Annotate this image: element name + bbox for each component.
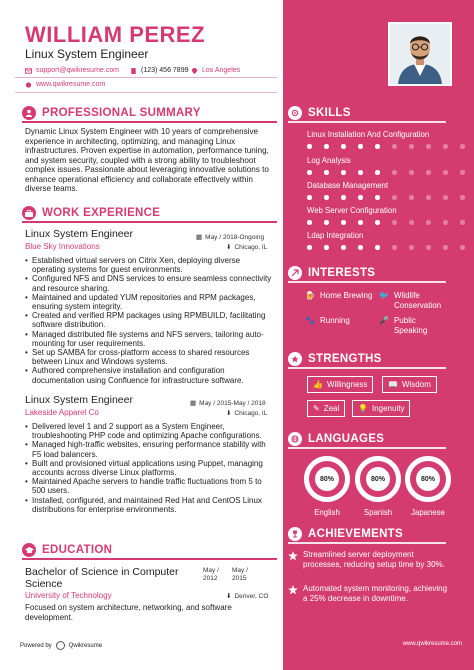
phone-row [130,67,188,74]
badge-icon [288,551,298,561]
strengths-icon [288,352,302,366]
education-description: Focused on system architecture, networking, and software development. [25,603,232,622]
list-item: • Maintained and updated YUM repositories and RPM packages, ensuring system integrity. [25,293,275,311]
rating-dot-empty [426,144,431,149]
job-bullets [25,256,275,385]
rating-dot-filled [324,195,329,200]
brand-name[interactable]: Qwikresume [68,642,103,649]
list-item: • Delivered level 1 and 2 support as a System Engineer, troubleshooting PHP code and optimizing Apache configurations. [25,422,275,440]
achievement-item: Streamlined server deployment processes, reducing setup time by 30%. [303,550,445,569]
strength-tag: ✎ Zeal [307,400,345,417]
book-icon: 📖 [388,380,398,389]
rating-dot-empty [460,170,465,175]
powered-by: Powered by Qwikresume [20,642,103,649]
rating-dot-filled [324,170,329,175]
language-level-ring: 80% [405,456,451,502]
candidate-title: Linux System Engineer [25,47,149,61]
rating-dot-filled [358,170,363,175]
languages-title: LANGUAGES [308,433,385,445]
rating-dot-empty [460,245,465,250]
language-english: 80% English [304,456,350,517]
zeal-icon: ✎ [313,404,320,413]
languages-underline [288,447,446,449]
rating-dot-filled [341,245,346,250]
interests-title: INTERESTS [308,267,376,279]
achievement-item: Automated system monitoring, achieving a 25% decrease in downtime. [303,584,448,603]
list-item: • Created and verified RPM packages using RPMBUILD, facilitating software distribution. [25,311,275,329]
education-underline [22,558,277,560]
company-name: Blue Sky Innovations [25,242,100,251]
rating-dot-filled [307,220,312,225]
rating-dot-filled [375,245,380,250]
list-item: • Managed distributed file systems and NFS servers, tailoring auto-mounting for user requirements. [25,330,275,348]
rating-dot-empty [443,245,448,250]
calendar-icon: ▦ [196,234,203,241]
experience-heading [22,206,160,220]
skill-rating [307,220,465,225]
user-icon [22,106,36,120]
job-bullets [25,422,275,514]
summary-underline [22,121,277,123]
phone-text: (123) 456 7899 [141,67,189,74]
language-japanese: 80% Japanese [405,456,451,517]
skills-heading [288,106,351,120]
qwikresume-logo-icon [56,641,65,650]
skills-icon [288,106,302,120]
rating-dot-filled [358,245,363,250]
rating-dot-filled [324,144,329,149]
badge-icon [288,585,298,595]
list-item: • Built and provisioned virtual applications using Puppet, managing accounts across diverse Linux platforms. [25,459,275,477]
email-text[interactable]: support@qwikresume.com [36,67,119,74]
skill-name: Linux Installation And Configuration [307,130,430,139]
summary-title: PROFESSIONAL SUMMARY [42,107,201,119]
strengths-title: STRENGTHS [308,353,382,365]
interests-heading [288,266,375,280]
strengths-underline [288,367,446,369]
rating-dot-filled [307,195,312,200]
list-item: • Established virtual servers on Citrix Xen, deploying diverse operating systems for guest environments. [25,256,275,274]
rating-dot-filled [375,220,380,225]
email-icon [25,68,32,74]
pin-icon: ⬇ [226,593,232,600]
list-item: • Managed high-traffic websites, ensuring performance stability with F5 load balancers. [25,440,275,458]
list-item: • Installed, configured, and maintained Red Hat and CentOS Linux distributions for enterprise environments. [25,496,275,514]
list-item: • Maintained Apache servers to handle traffic fluctuations from 5 to 500 users. [25,477,275,495]
summary-heading [22,106,201,120]
rating-dot-empty [443,195,448,200]
rating-dot-empty [409,245,414,250]
pin-icon: ⬇ [226,244,232,251]
interests-underline [288,281,446,283]
rating-dot-empty [443,170,448,175]
language-spanish: 80% Spanish [355,456,401,517]
rating-dot-empty [426,170,431,175]
rating-dot-filled [324,220,329,225]
candidate-name: WILLIAM PEREZ [25,22,206,47]
bird-icon: 🐦 [379,291,389,300]
rating-dot-empty [443,220,448,225]
rating-dot-empty [426,245,431,250]
achievements-underline [288,542,446,544]
skill-rating [307,195,465,200]
school-name: University of Technology [25,591,112,600]
education-date: May / 2012 [203,567,219,582]
briefcase-icon [22,206,36,220]
rating-dot-filled [341,144,346,149]
education-date-end: May / 2015 [232,567,248,582]
rating-dot-empty [392,220,397,225]
rating-dot-empty [392,144,397,149]
experience-title: WORK EXPERIENCE [42,207,161,219]
job-title: Linux System Engineer [25,228,133,240]
location-pin-icon [191,68,198,74]
list-item: • Configured NFS and DNS services to ensure seamless connectivity and resource sharing. [25,274,275,292]
education-heading [22,543,112,557]
rating-dot-filled [307,245,312,250]
job-date: ▦ May / 2015-May / 2018 [190,399,266,407]
footer-url[interactable]: www.qwikresume.com [402,641,462,647]
rating-dot-filled [307,170,312,175]
website-text[interactable]: www.qwikresume.com [36,81,106,88]
skill-name: Database Management [307,181,389,190]
rating-dot-empty [426,195,431,200]
strength-tag: 👍 Willingness [307,376,373,393]
phone-icon [130,68,137,74]
graduation-cap-icon [22,543,36,557]
skill-name: Web Server Configuration [307,206,397,215]
rating-dot-filled [341,170,346,175]
company-name: Lakeside Apparel Co [25,408,99,417]
strengths-heading [288,352,382,366]
interest-item: 🎤 Public Speaking [379,316,428,335]
thumbs-up-icon: 👍 [313,380,323,389]
skills-underline [288,121,446,123]
rating-dot-empty [409,220,414,225]
rating-dot-filled [307,144,312,149]
pin-icon: ⬇ [226,410,232,417]
rating-dot-empty [443,144,448,149]
rating-dot-empty [409,144,414,149]
rating-dot-filled [341,220,346,225]
summary-text: Dynamic Linux System Engineer with 10 years of comprehensive experience in architecting, optimizing, and managing Linux infrastructures. Proven expertise in automation, performance tuning, and system security, coupled with a strong ability to troubleshoot complex issues. Passionate about leveraging innovative solutions to enhance operational efficiency and collaborate effectively within diverse teams. [25,127,269,193]
rating-dot-empty [392,245,397,250]
education-title: EDUCATION [42,544,113,556]
globe-icon [25,82,32,88]
rating-dot-filled [341,195,346,200]
speaker-icon: 🎤 [379,316,389,325]
interest-item: 🍺 Home Brewing [305,291,373,300]
rating-dot-empty [426,220,431,225]
rating-dot-filled [358,220,363,225]
profile-photo [388,22,452,86]
interest-item: 🐦 Wildlife Conservation [379,291,442,310]
rating-dot-empty [409,170,414,175]
job-location: ⬇ Chicago, IL [226,409,268,417]
rating-dot-empty [460,144,465,149]
achievements-heading [288,527,403,541]
website-row [25,81,105,88]
rating-dot-empty [392,195,397,200]
rating-dot-filled [375,170,380,175]
interest-item: 🐾 Running [305,316,350,325]
job-location: ⬇ Chicago, IL [226,243,268,251]
rating-dot-empty [392,170,397,175]
location-row [191,67,240,74]
rating-dot-filled [375,144,380,149]
skill-rating [307,170,465,175]
header-divider [15,92,277,93]
job-title: Linux System Engineer [25,394,133,406]
sidebar [283,0,474,670]
skills-title: SKILLS [308,107,351,119]
language-level-ring: 80% [304,456,350,502]
skill-name: Ldap Integration [307,231,364,240]
skill-name: Log Analysis [307,156,351,165]
location-text: Los Angeles [202,67,241,74]
rating-dot-filled [375,195,380,200]
rating-dot-empty [460,195,465,200]
strength-tag: 💡 Ingenuity [352,400,410,417]
calendar-icon: ▦ [190,400,197,407]
job-date: ▦ May / 2018-Ongoing [196,233,265,241]
paw-icon: 🐾 [305,316,315,325]
achievements-title: ACHIEVEMENTS [308,528,403,540]
rating-dot-filled [324,245,329,250]
rating-dot-empty [460,220,465,225]
languages-heading [288,432,384,446]
contact-divider [15,77,277,78]
education-location: ⬇ Denver, CO [226,592,269,600]
rating-dot-empty [409,195,414,200]
language-level-ring: 80% [355,456,401,502]
skill-rating [307,144,465,149]
rating-dot-filled [358,144,363,149]
list-item: • Set up SAMBA for cross-platform access to shared resources between Linux and Windows systems. [25,348,275,366]
experience-underline [22,221,277,223]
interests-icon [288,266,302,280]
list-item: • Authored comprehensive installation and configuration documentation using Confluence for infrastructure software. [25,366,275,384]
rating-dot-filled [358,195,363,200]
bulb-icon: 💡 [358,404,368,413]
skill-rating [307,245,465,250]
strength-tag: 📖 Wisdom [382,376,437,393]
degree-title: Bachelor of Science in Computer Science [25,566,179,590]
email-row [25,67,119,74]
languages-icon [288,432,302,446]
beer-icon: 🍺 [305,291,315,300]
trophy-icon [288,527,302,541]
